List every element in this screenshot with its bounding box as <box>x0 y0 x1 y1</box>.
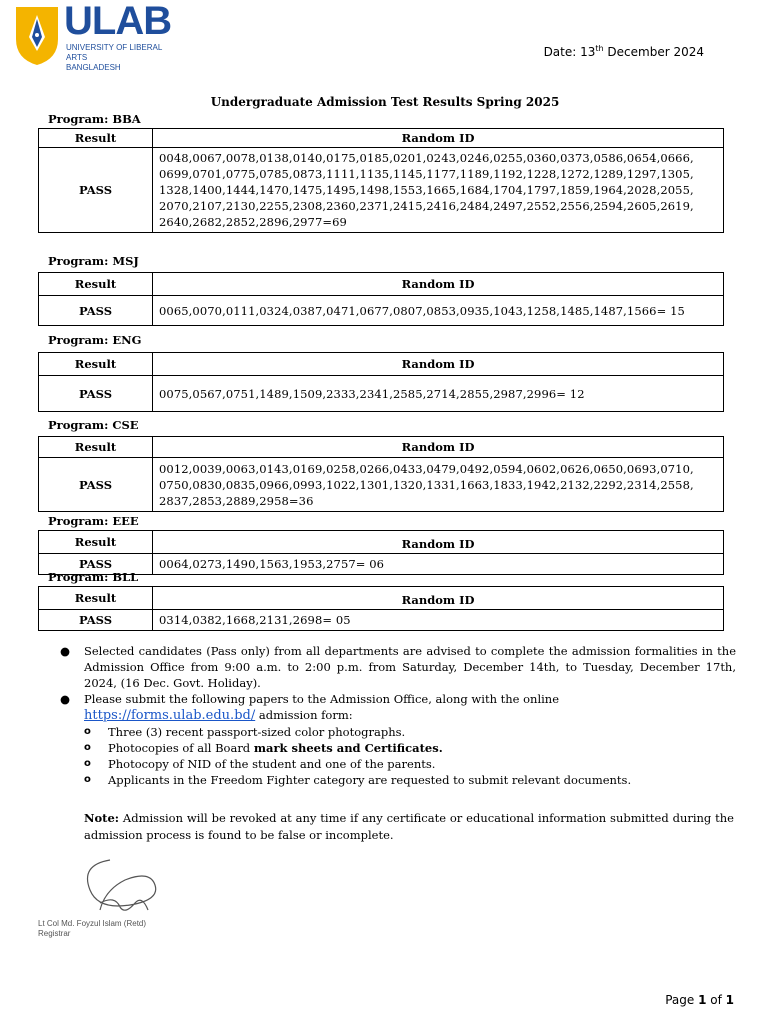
result-pass: PASS <box>39 554 153 575</box>
header-result: Result <box>39 437 153 458</box>
result-pass: PASS <box>39 610 153 631</box>
letter-date: Date: 13th December 2024 <box>543 44 704 59</box>
header-random-id: Random ID <box>153 437 724 458</box>
random-id-list: 0012,0039,0063,0143,0169,0258,0266,0433,0479,0492,0594,0602,0626,0650,0693,0710, 0750,0830,0835,0966,0993,1022,1301,1320,1331,1663,1833,1942,2132,2292,2314,2558, 2837,2853,2889,2958=36 <box>153 458 724 512</box>
program-label-cse: Program: CSE <box>48 418 139 432</box>
forms-link[interactable]: https://forms.ulab.edu.bd/ <box>84 708 256 723</box>
logo-subtitle: UNIVERSITY OF LIBERAL ARTS BANGLADESH <box>66 43 163 72</box>
result-table-bba <box>38 128 724 233</box>
header-result: Result <box>39 273 153 296</box>
page-title: Undergraduate Admission Test Results Spring 2025 <box>210 95 560 109</box>
registrar-signature <box>70 855 180 925</box>
result-table-msj <box>38 272 724 326</box>
header-random-id: Random ID <box>153 129 724 148</box>
random-id-list: 0065,0070,0111,0324,0387,0471,0677,0807,0853,0935,1043,1258,1485,1487,1566= 15 <box>153 296 724 326</box>
result-table-bll <box>38 586 724 631</box>
required-paper-item: o Three (3) recent passport-sized color photographs. <box>84 725 406 739</box>
instruction-item: ● Selected candidates (Pass only) from all departments are advised to complete the admission formalities in the Admission Office from 9:00 a.m. to 2:00 p.m. from Saturday, December 14th, to Tuesday, December 17th, 2024, (16 Dec. Govt. Holiday). <box>60 644 736 690</box>
required-paper-item: o Photocopy of NID of the student and one of the parents. <box>84 757 436 771</box>
required-paper-item: o Applicants in the Freedom Fighter category are requested to submit relevant documents. <box>84 773 632 787</box>
result-table-eee <box>38 530 724 575</box>
page-number: Page 1 of 1 <box>665 993 734 1007</box>
ulab-logo <box>14 0 174 72</box>
result-pass: PASS <box>39 296 153 326</box>
header-result: Result <box>39 587 153 610</box>
program-label-msj: Program: MSJ <box>48 254 139 268</box>
program-label-bba: Program: BBA <box>48 112 141 126</box>
program-label-eng: Program: ENG <box>48 333 142 347</box>
header-result: Result <box>39 531 153 554</box>
signatory: Lt Col Md. Foyzul Islam (Retd) Registrar <box>38 919 147 938</box>
admission-note: Note: Admission will be revoked at any time if any certificate or educational information submitted during the admission process is found to be false or incomplete. <box>84 811 734 842</box>
random-id-list: 0064,0273,1490,1563,1953,2757= 06 <box>153 554 724 575</box>
result-pass: PASS <box>39 376 153 412</box>
header-random-id: Random ID <box>153 531 724 554</box>
program-label-bll: Program: BLL <box>48 570 139 584</box>
program-label-eee: Program: EEE <box>48 514 139 528</box>
result-table-eng <box>38 352 724 412</box>
random-id-list: 0314,0382,1668,2131,2698= 05 <box>153 610 724 631</box>
instructions-list <box>60 643 736 788</box>
result-pass: PASS <box>39 148 153 233</box>
header-result: Result <box>39 129 153 148</box>
header-random-id: Random ID <box>153 587 724 610</box>
random-id-list: 0075,0567,0751,1489,1509,2333,2341,2585,2714,2855,2987,2996= 12 <box>153 376 724 412</box>
header-random-id: Random ID <box>153 273 724 296</box>
header-random-id: Random ID <box>153 353 724 376</box>
logo-wordmark: ULAB <box>64 0 172 43</box>
random-id-list: 0048,0067,0078,0138,0140,0175,0185,0201,0243,0246,0255,0360,0373,0586,0654,0666, 0699,0701,0775,0785,0873,1111,1135,1145,1177,1189,1192,1228,1272,1289,1297,1305, 1328,1400,1444,1470,1475,1495,1498,1553,1665,1684,1704,1797,1859,1964,2028,2055, 2070,2107,2130,2255,2308,2360,2371,2415,2416,2484,2497,2552,2556,2594,2605,2619, 2640,2682,2852,2896,2977=69 <box>153 148 724 233</box>
required-paper-item: o Photocopies of all Board mark sheets and Certificates. <box>84 741 443 755</box>
result-table-cse <box>38 436 724 512</box>
ulab-crest-icon <box>14 5 60 65</box>
result-pass: PASS <box>39 458 153 512</box>
instruction-item: ● Please submit the following papers to the Admission Office, along with the online https://forms.ulab.edu.bd/ admission form: <box>60 692 560 723</box>
header-result: Result <box>39 353 153 376</box>
